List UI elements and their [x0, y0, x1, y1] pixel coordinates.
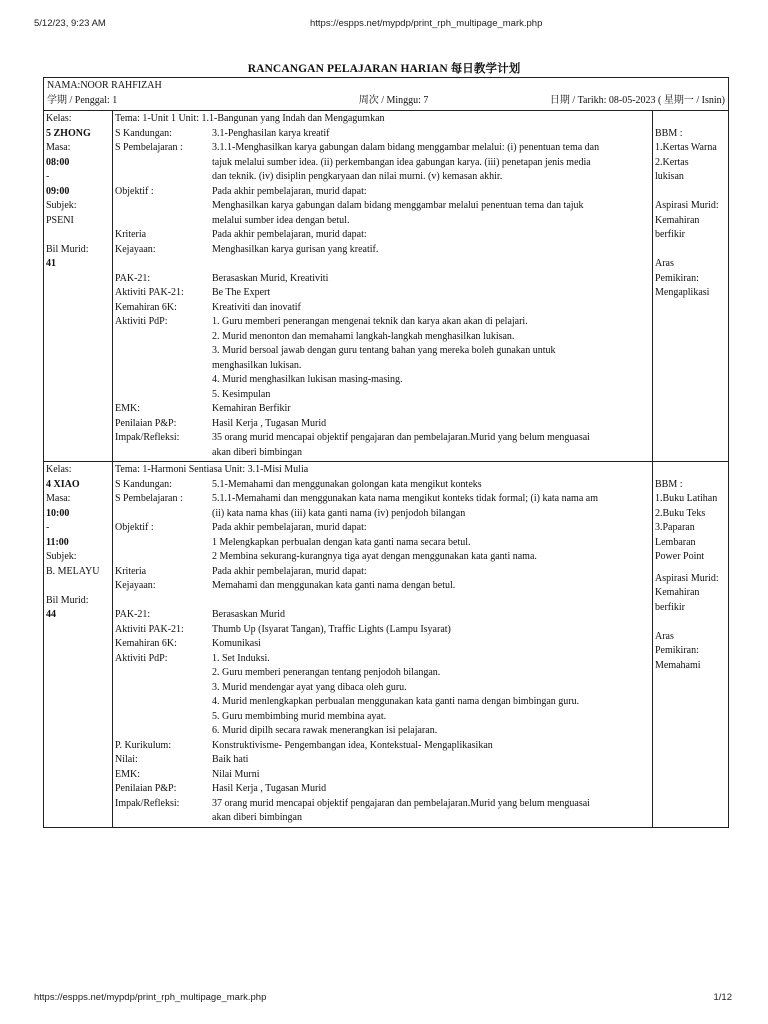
pak21: Berasaskan Murid [212, 609, 286, 620]
assessment: Hasil Kerja , Tugasan Murid [212, 417, 327, 429]
aspiration-item: berfikir [655, 601, 685, 613]
bbm-item: 1.Kertas Warna [655, 142, 717, 153]
pdp-activity-label: Aktiviti PdP: [115, 652, 168, 664]
date: 日期 / Tarikh: 08-05-2023 ( 星期一 / Isnin) [549, 94, 725, 106]
content-standard: 5.1-Memahami dan menggunakan golongan kata mengikut konteks [212, 478, 482, 490]
content-standard-label: S Kandungan: [115, 127, 172, 139]
term: 学期 / Penggal: 1 [47, 94, 118, 106]
pdp-activity-line: 2. Guru memberi penerangan tentang penjodoh bilangan. [212, 667, 441, 678]
success: Memahami dan menggunakan kata ganti nama dengan betul. [212, 580, 456, 591]
pak21-activity: Thumb Up (Isyarat Tangan), Traffic Lights (Lampu Isyarat) [212, 623, 451, 635]
theme: Tema: 1-Harmoni Sentiasa Unit: 3.1-Misi Mulia [115, 464, 309, 475]
lesson-info [44, 111, 113, 461]
criteria-label: Kriteria [115, 565, 147, 577]
aspiration-item: berfikir [655, 229, 685, 240]
thinking-level-label: Aras [655, 630, 674, 642]
reflection-label: Impak/Refleksi: [115, 432, 180, 443]
pak21-label: PAK-21: [115, 272, 151, 284]
subject-label: Subjek: [46, 551, 77, 562]
print-url: https://espps.net/mypdp/print_rph_multipage_mark.php [310, 18, 543, 29]
learning-standard-line: tajuk melalui sumber idea. (ii) perkembangan idea gabungan karya. (iii) penetapan jenis media [212, 156, 591, 168]
thinking-level: Memahami [655, 659, 701, 671]
value-label: Nilai: [115, 754, 138, 765]
reflection-label: Impak/Refleksi: [115, 797, 180, 809]
student-count: 44 [46, 609, 56, 620]
pdp-activity-line: 4. Murid menlengkapkan perbualan menggunakan kata ganti nama dengan bimbingan guru. [212, 696, 580, 707]
aspiration-item: Kemahiran [655, 587, 700, 598]
bbm-item: 2.Kertas [655, 156, 689, 168]
subject-label: Subjek: [46, 200, 77, 211]
value: Baik hati [212, 754, 249, 765]
assessment: Hasil Kerja , Tugasan Murid [212, 783, 327, 794]
bbm-item: 1.Buku Latihan [655, 493, 718, 504]
time-dash: - [46, 522, 50, 533]
curriculum: Konstruktivisme- Pengembangan idea, Kontekstual- Mengaplikasikan [212, 739, 493, 751]
time-label: Masa: [46, 493, 71, 504]
pak21-activity: Be The Expert [212, 287, 271, 298]
pdp-activity-line: 5. Guru membimbing murid membina ayat. [212, 710, 387, 722]
lesson-details [113, 462, 653, 827]
pak21-activity-label: Aktiviti PAK-21: [115, 623, 184, 635]
lesson-details [113, 111, 653, 461]
learning-standard-line: 5.1.1-Memahami dan menggunakan kata nama mengikut konteks tidak formal; (i) kata nama am [212, 493, 598, 504]
thinking-level-label: Pemikiran: [655, 272, 699, 284]
pdp-activity-line: 2. Murid menonton dan memahami langkah-langkah menghasilkan lukisan. [212, 330, 515, 342]
criteria-label: Kriteria [115, 229, 147, 240]
aspiration-item: Kemahiran [655, 214, 700, 226]
content-standard-label: S Kandungan: [115, 478, 172, 490]
theme: Tema: 1-Unit 1 Unit: 1.1-Bangunan yang Indah dan Mengagumkan [115, 113, 385, 124]
teacher-name: NAMA:NOOR RAHFIZAH [47, 80, 162, 91]
student-count: 41 [46, 258, 56, 269]
lesson-info [44, 462, 113, 827]
bbm-item: Lembaran [655, 536, 696, 548]
reflection-line: 35 orang murid mencapai objektif pengajaran dan pembelajaran.Murid yang belum menguasai [212, 432, 590, 443]
bbm-label: BBM : [655, 127, 683, 139]
time-end: 11:00 [46, 536, 69, 548]
success-label: Kejayaan: [115, 580, 156, 591]
pdp-activity-line: 1. Guru memberi penerangan mengenai teknik dan karya akan akan di pelajari. [212, 316, 528, 327]
pdp-activity-label: Aktiviti PdP: [115, 316, 168, 327]
objective-line: Menghasilkan karya gabungan dalam bidang menggambar melalui penentuan tema dan tajuk [212, 200, 584, 211]
criteria: Pada akhir pembelajaran, murid dapat: [212, 565, 367, 577]
content-standard: 3.1-Penghasilan karya kreatif [212, 127, 330, 139]
footer-url: https://espps.net/mypdp/print_rph_multipage_mark.php [34, 992, 267, 1003]
student-count-label: Bil Murid: [46, 594, 89, 606]
objective-line: 2 Membina sekurang-kurangnya tiga ayat dengan menggunakan kata ganti nama. [212, 551, 537, 562]
learning-standard-label: S Pembelajaran : [115, 493, 183, 504]
assessment-label: Penilaian P&P: [115, 783, 177, 794]
objective-label: Objektif : [115, 185, 154, 197]
rph-table [43, 77, 729, 828]
curriculum-label: P. Kurikulum: [115, 739, 172, 751]
class-value: 5 ZHONG [46, 127, 91, 139]
pdp-activity-line: 5. Kesimpulan [212, 388, 271, 400]
time-label: Masa: [46, 142, 71, 153]
assessment-label: Penilaian P&P: [115, 417, 177, 429]
bbm-item: 3.Paparan [655, 522, 695, 533]
objective-label: Objektif : [115, 522, 154, 533]
bbm-label: BBM : [655, 478, 683, 490]
pak21-label: PAK-21: [115, 609, 151, 620]
class-value: 4 XIAO [46, 478, 80, 490]
pdp-activity-line: 3. Murid bersoal jawab dengan guru tentang bahan yang mereka boleh gunakan untuk [212, 345, 556, 356]
objective-line: Pada akhir pembelajaran, murid dapat: [212, 522, 367, 533]
emk: Kemahiran Berfikir [212, 403, 291, 414]
time-start: 10:00 [46, 507, 70, 519]
skills-6k: Komunikasi [212, 638, 261, 649]
thinking-level-label: Pemikiran: [655, 645, 699, 656]
bbm-item: 2.Buku Teks [655, 507, 706, 519]
subject-value: PSENI [46, 214, 74, 226]
success: Menghasilkan karya gurisan yang kreatif. [212, 243, 379, 255]
page-title: RANCANGAN PELAJARAN HARIAN 每日教学计划 [247, 63, 521, 75]
skills-6k-label: Kemahiran 6K: [115, 638, 177, 649]
aspiration-label: Aspirasi Murid: [655, 200, 719, 211]
objective-line: 1 Melengkapkan perbualan dengan kata ganti nama secara betul. [212, 536, 471, 548]
skills-6k-label: Kemahiran 6K: [115, 301, 177, 313]
thinking-level-label: Aras [655, 258, 674, 269]
emk: Nilai Murni [212, 768, 260, 780]
reflection-line: 37 orang murid mencapai objektif pengajaran dan pembelajaran.Murid yang belum menguasai [212, 797, 590, 809]
objective-line: Pada akhir pembelajaran, murid dapat: [212, 185, 367, 197]
bbm-item: Power Point [655, 551, 705, 562]
criteria: Pada akhir pembelajaran, murid dapat: [212, 229, 367, 240]
skills-6k: Kreativiti dan inovatif [212, 301, 301, 313]
emk-label: EMK: [115, 768, 140, 780]
print-datetime: 5/12/23, 9:23 AM [34, 18, 106, 29]
class-label: Kelas: [46, 464, 72, 475]
lesson-resources [653, 111, 728, 461]
pdp-activity-line: 6. Murid dipilh secara rawak menerangkan isi pelajaran. [212, 725, 438, 736]
page-number: 1/12 [713, 992, 732, 1003]
reflection-line: akan diberi bimbingan [212, 446, 302, 458]
pak21: Berasaskan Murid, Kreativiti [212, 272, 329, 284]
learning-standard-line: (ii) kata nama khas (iii) kata ganti nama (iv) penjodoh bilangan [212, 507, 466, 519]
pdp-activity-line: 4. Murid menghasilkan lukisan masing-masing. [212, 374, 403, 385]
learning-standard-line: dan teknik. (iv) disiplin pengkaryaan dan nilai murni. (v) kemasan akhir. [212, 171, 503, 182]
learning-standard-line: 3.1.1-Menghasilkan karya gabungan dalam bidang menggambar melalui: (i) penentuan tema dan [212, 142, 600, 153]
lesson-block-1 [44, 111, 728, 462]
time-end: 09:00 [46, 185, 70, 197]
pdp-activity-line: menghasilkan lukisan. [212, 359, 302, 371]
emk-label: EMK: [115, 403, 140, 414]
lesson-resources [653, 462, 728, 827]
learning-standard-label: S Pembelajaran : [115, 142, 183, 153]
time-start: 08:00 [46, 156, 70, 168]
week: 周次 / Minggu: 7 [358, 94, 429, 106]
aspiration-label: Aspirasi Murid: [655, 572, 719, 584]
class-label: Kelas: [46, 113, 72, 124]
lesson-block-2 [44, 462, 728, 827]
bbm-item: lukisan [655, 171, 684, 182]
thinking-level: Mengaplikasi [655, 287, 710, 298]
subject-value: B. MELAYU [46, 565, 100, 577]
reflection-line: akan diberi bimbingan [212, 812, 302, 823]
pdp-activity-line: 1. Set Induksi. [212, 652, 270, 664]
pak21-activity-label: Aktiviti PAK-21: [115, 287, 184, 298]
time-dash: - [46, 171, 50, 182]
objective-line: melalui sumber idea dengan betul. [212, 214, 350, 226]
pdp-activity-line: 3. Murid mendengar ayat yang dibaca oleh guru. [212, 681, 407, 693]
teacher-header [44, 78, 728, 111]
success-label: Kejayaan: [115, 243, 156, 255]
student-count-label: Bil Murid: [46, 243, 89, 255]
